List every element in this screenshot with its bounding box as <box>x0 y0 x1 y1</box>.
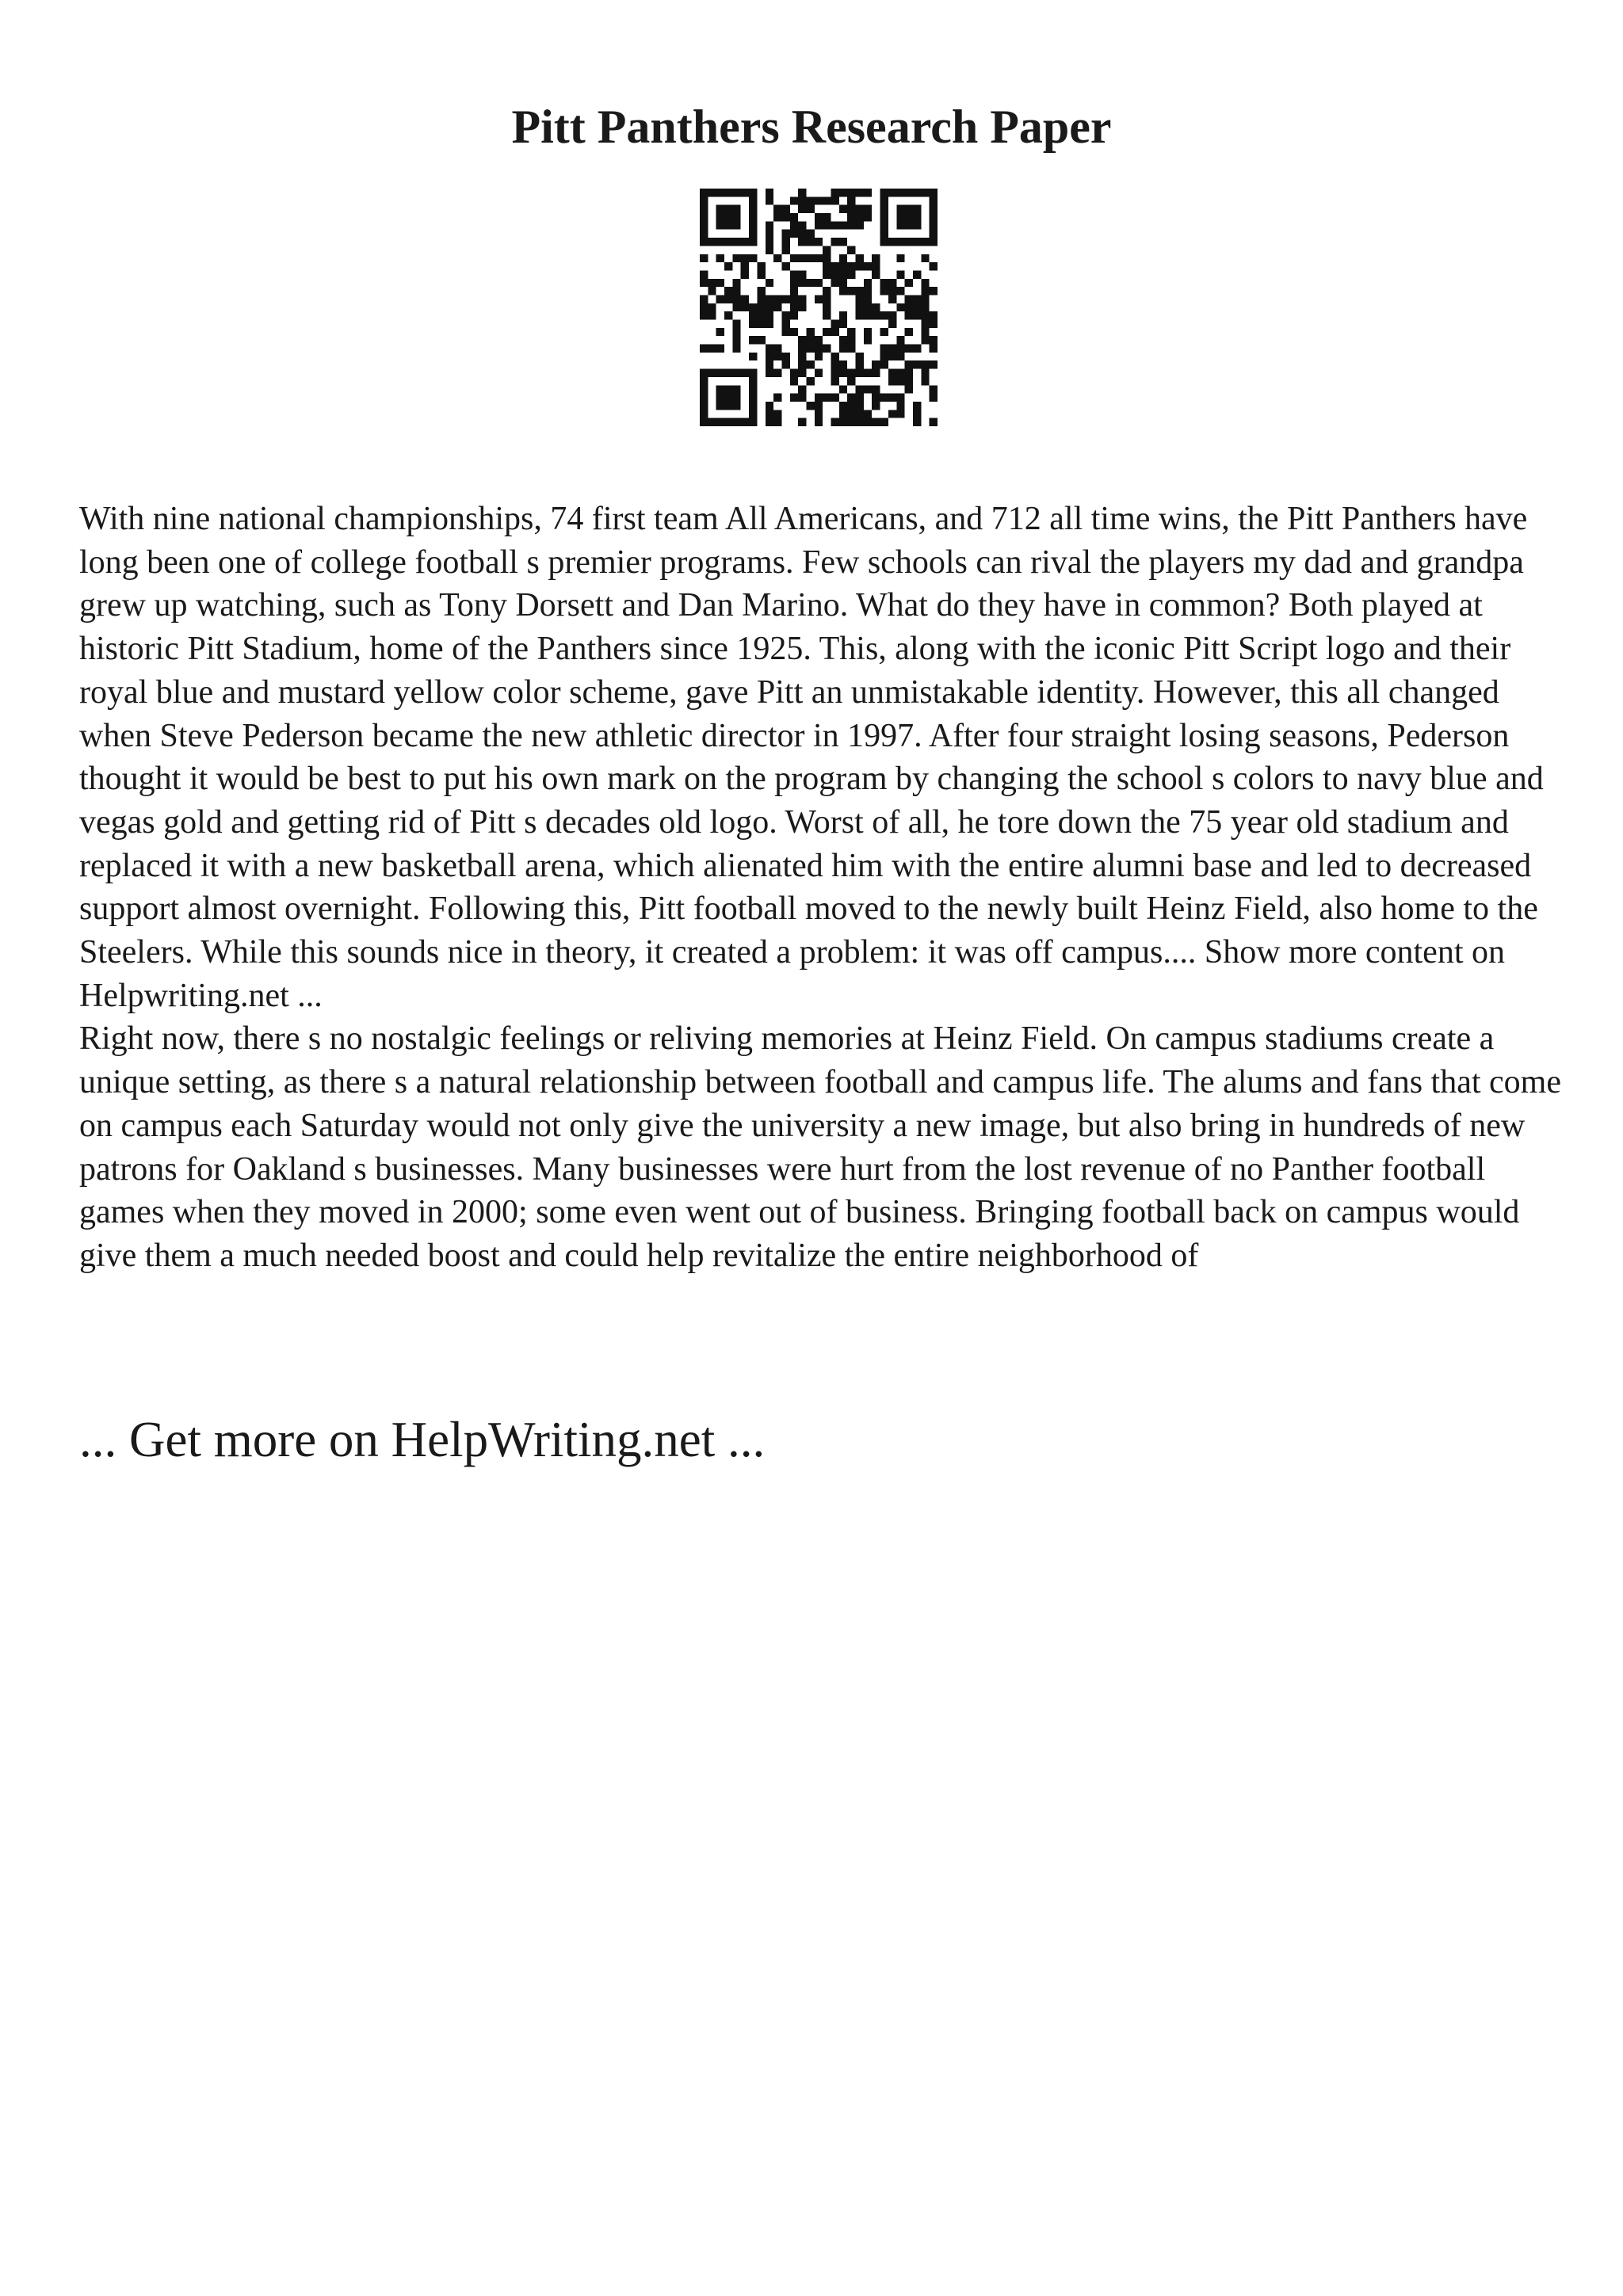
qr-code-icon <box>700 189 938 426</box>
paragraph-2: Right now, there s no nostalgic feelings or reliving memories at Heinz Field. On campus stadiums create a unique setting, as there s a natural relationship between football and campus life. The alums and fans that come on campus each Saturday would not only give the university a new image, but also bring in hundreds of new patrons for Oakland s businesses. Many businesses were hurt from the lost revenue of no Panther football games when they moved in 2000; some even went out of business. Bringing football back on campus would give them a much needed boost and could help revitalize the entire neighborhood of <box>79 1020 1561 1274</box>
page-title: Pitt Panthers Research Paper <box>511 101 1112 153</box>
body-text <box>79 498 1561 1278</box>
paragraph-1: With nine national championships, 74 first team All Americans, and 712 all time wins, the Pitt Panthers have long been one of college football s premier programs. Few schools can rival the players my dad and grandpa grew up watching, such as Tony Dorsett and Dan Marino. What do they have in common? Both played at historic Pitt Stadium, home of the Panthers since 1925. This, along with the iconic Pitt Script logo and their royal blue and mustard yellow color scheme, gave Pitt an unmistakable identity. However, this all changed when Steve Pederson became the new athletic director in 1997. After four straight losing seasons, Pederson thought it would be best to put his own mark on the program by changing the school s colors to navy blue and vegas gold and getting rid of Pitt s decades old logo. Worst of all, he tore down the 75 year old stadium and replaced it with a new basketball arena, which alienated him with the entire alumni base and led to decreased support almost overnight. Following this, Pitt football moved to the newly built Heinz Field, also home to the Steelers. While this sounds nice in theory, it created a problem: it was off campus.... Show more content on Helpwriting.net ... <box>79 501 1544 1014</box>
get-more-link[interactable]: ... Get more on HelpWriting.net ... <box>79 1412 766 1467</box>
